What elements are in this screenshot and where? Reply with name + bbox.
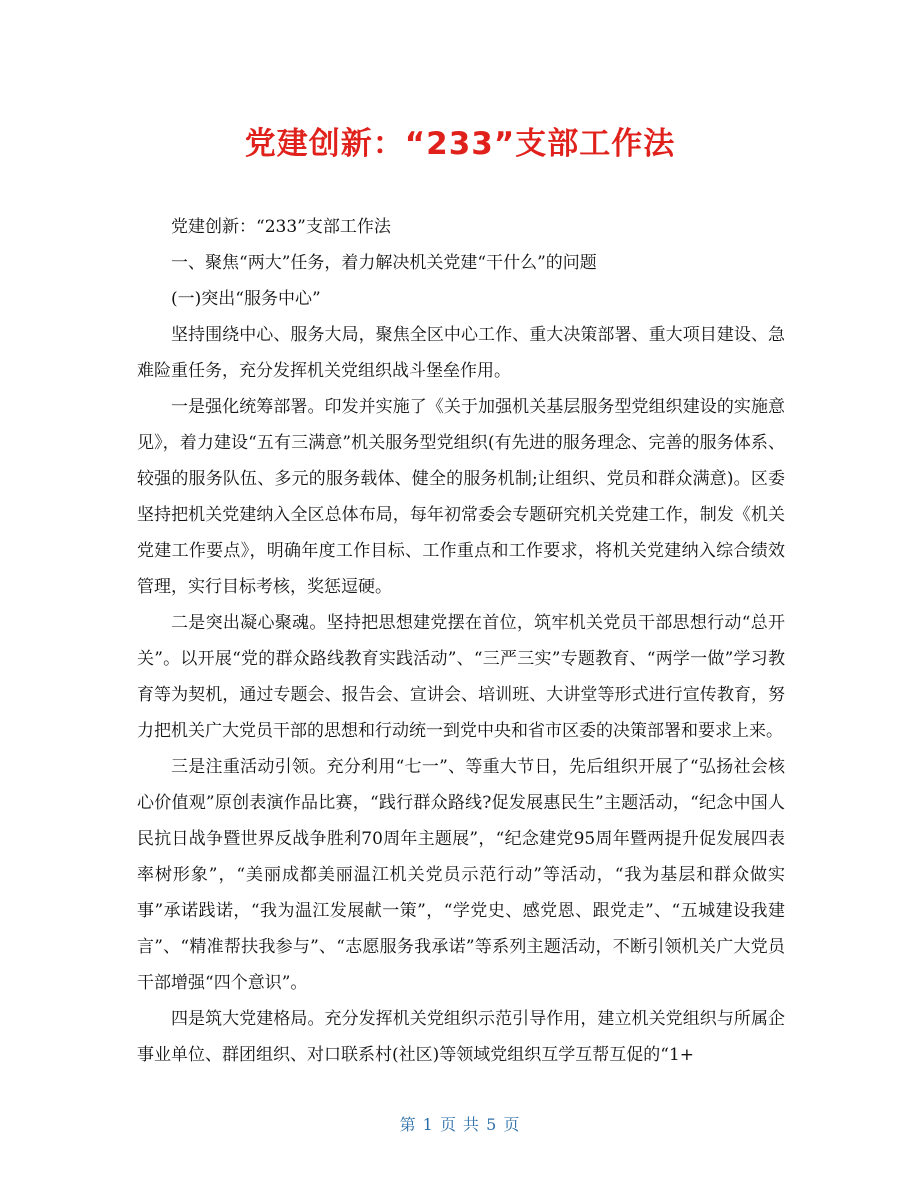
paragraph-doc-heading: 党建创新：“233”支部工作法 xyxy=(171,217,391,237)
paragraph-section-heading: 一、聚焦“两大”任务，着力解决机关党建“干什么”的问题 xyxy=(171,253,597,273)
page-number-footer: 第 1 页 共 5 页 xyxy=(399,1115,521,1134)
document-body xyxy=(137,209,785,1073)
paragraph-intro: 坚持围绕中心、服务大局，聚焦全区中心工作、重大决策部署、重大项目建设、急难险重任务，充分发挥机关党组织战斗堡垒作用。 xyxy=(137,325,785,381)
paragraph-subsection-heading: (一)突出“服务中心” xyxy=(171,289,321,309)
paragraph-point-4: 四是筑大党建格局。充分发挥机关党组织示范引导作用，建立机关党组织与所属企事业单位、群团组织、对口联系村(社区)等领域党组织互学互帮互促的“1+ xyxy=(137,1009,785,1065)
paragraph-point-1: 一是强化统筹部署。印发并实施了《关于加强机关基层服务型党组织建设的实施意见》，着力建设“五有三满意”机关服务型党组织(有先进的服务理念、完善的服务体系、较强的服务队伍、多元的服务载体、健全的服务机制;让组织、党员和群众满意)。区委坚持把机关党建纳入全区总体布局，每年初常委会专题研究机关党建工作，制发《机关党建工作要点》，明确年度工作目标、工作重点和工作要求，将机关党建纳入综合绩效管理，实行目标考核，奖惩逗硬。 xyxy=(137,397,785,597)
paragraph-point-2: 二是突出凝心聚魂。坚持把思想建党摆在首位，筑牢机关党员干部思想行动“总开关”。以开展“党的群众路线教育实践活动”、“三严三实”专题教育、“两学一做”学习教育等为契机，通过专题会、报告会、宣讲会、培训班、大讲堂等形式进行宣传教育，努力把机关广大党员干部的思想和行动统一到党中央和省市区委的决策部署和要求上来。 xyxy=(137,613,785,741)
page-title: 党建创新：“233”支部工作法 xyxy=(244,126,676,162)
paragraph-point-3: 三是注重活动引领。充分利用“七一”、等重大节日，先后组织开展了“弘扬社会核心价值观”原创表演作品比赛，“践行群众路线?促发展惠民生”主题活动，“纪念中国人民抗日战争暨世界反战争胜利70周年主题展”，“纪念建党95周年暨两提升促发展四表率树形象”，“美丽成都美丽温江机关党员示范行动”等活动，“我为基层和群众做实事”承诺践诺，“我为温江发展献一策”，“学党史、感党恩、跟党走”、“五城建设我建言”、“精准帮扶我参与”、“志愿服务我承诺”等系列主题活动，不断引领机关广大党员干部增强“四个意识”。 xyxy=(137,757,785,993)
